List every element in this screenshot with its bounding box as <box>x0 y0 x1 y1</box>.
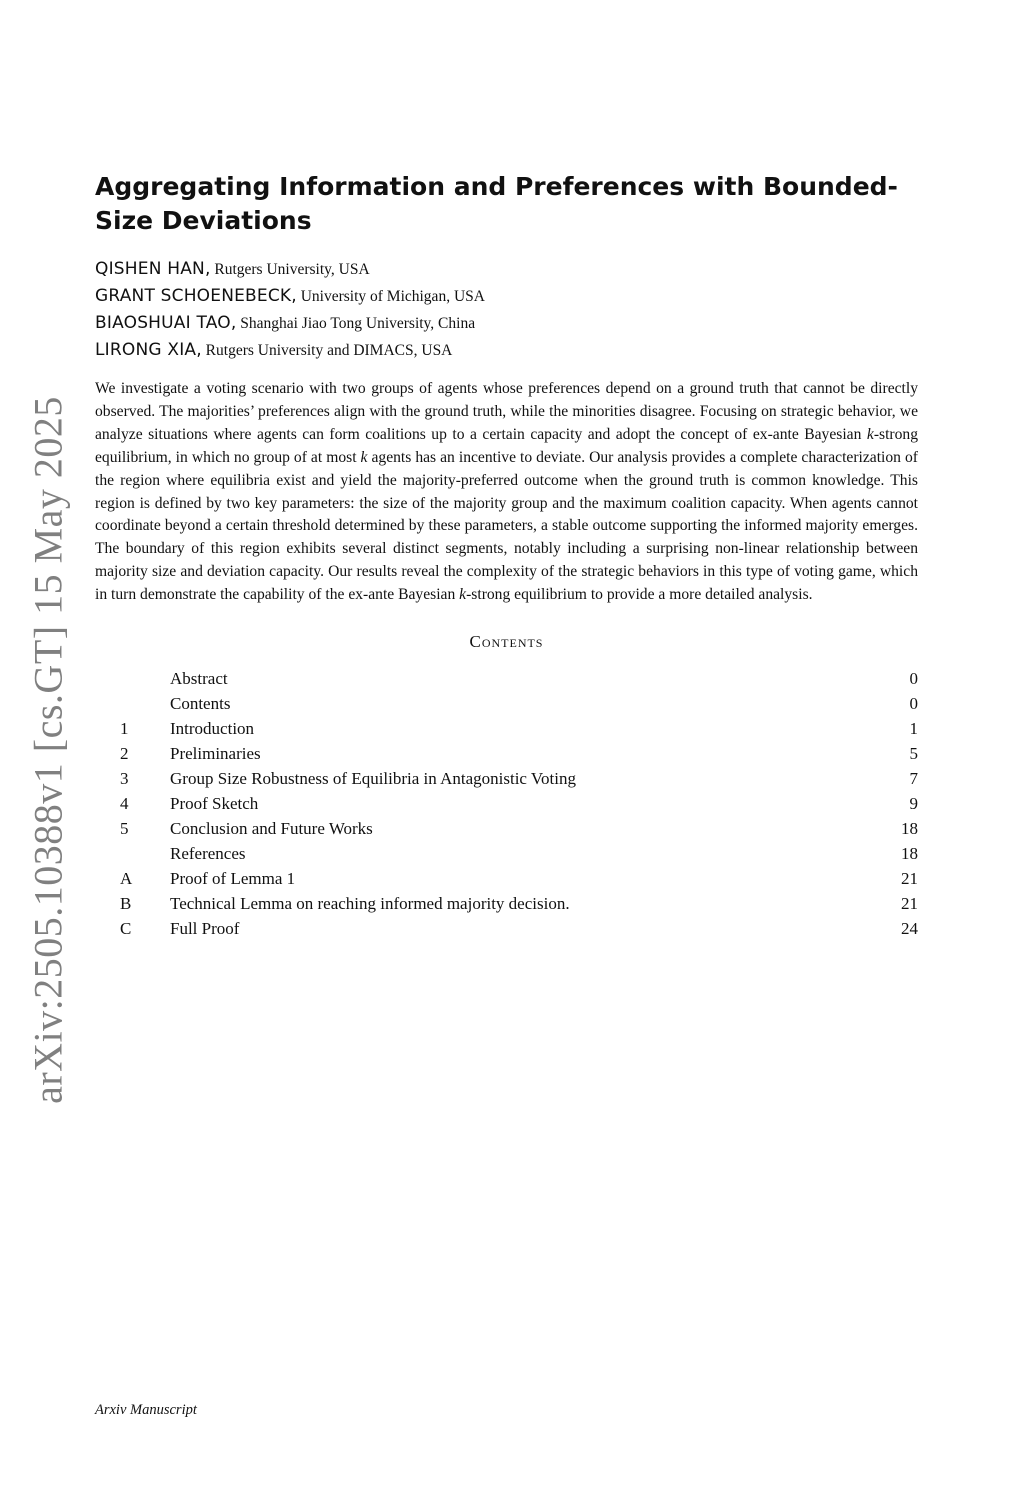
toc-entry-page: 0 <box>909 669 918 689</box>
author-name: LIRONG XIA <box>95 340 197 360</box>
toc-entry-number: A <box>120 869 133 889</box>
toc-entry[interactable] <box>120 816 918 841</box>
toc-entry-number: B <box>120 894 132 914</box>
toc-entry[interactable] <box>120 841 918 866</box>
toc-entry[interactable] <box>120 891 918 916</box>
author-name: GRANT SCHOENEBECK <box>95 286 292 306</box>
author-entry: BIAOSHUAI TAO, Shanghai Jiao Tong University, China <box>95 313 476 333</box>
toc-entry-title[interactable]: Proof of Lemma 1 <box>170 869 296 889</box>
toc-entry-number: 5 <box>120 819 129 839</box>
toc-entry-title[interactable]: Preliminaries <box>170 744 261 764</box>
toc-entry-title[interactable]: Contents <box>170 694 231 714</box>
toc-entry[interactable] <box>120 691 918 716</box>
arxiv-identifier: arXiv:2505.10388v1 [cs.GT] 15 May 2025 <box>25 396 71 1104</box>
author-affiliation: Shanghai Jiao Tong University, China <box>240 315 476 332</box>
toc-entry-page: 21 <box>901 869 918 889</box>
author-affiliation: Rutgers University, USA <box>214 261 370 278</box>
author-entry: QISHEN HAN, Rutgers University, USA <box>95 259 370 279</box>
toc-entry-page: 24 <box>901 919 918 939</box>
toc-entry-title[interactable]: Conclusion and Future Works <box>170 819 373 839</box>
toc-entry-number: C <box>120 919 132 939</box>
contents-heading: Contents <box>469 632 544 652</box>
author-affiliation: University of Michigan, USA <box>300 288 485 305</box>
toc-entry[interactable] <box>120 716 918 741</box>
author-name: QISHEN HAN <box>95 259 205 279</box>
toc-entry-page: 9 <box>909 794 918 814</box>
toc-entry[interactable] <box>120 791 918 816</box>
toc-entry-title[interactable]: Technical Lemma on reaching informed majority decision. <box>170 894 570 914</box>
toc-entry-number: 4 <box>120 794 129 814</box>
paper-first-page <box>95 170 918 941</box>
author-affiliation: Rutgers University and DIMACS, USA <box>205 342 453 359</box>
toc-entry-title[interactable]: Full Proof <box>170 919 240 939</box>
toc-entry-page: 18 <box>901 819 918 839</box>
toc-entry[interactable] <box>120 741 918 766</box>
table-of-contents <box>120 666 918 941</box>
arxiv-side-stamp <box>0 0 80 1500</box>
toc-entry-title[interactable]: Introduction <box>170 719 255 739</box>
paper-title: Aggregating Information and Preferences with Bounded-Size Deviations <box>95 172 898 235</box>
author-name: BIAOSHUAI TAO <box>95 313 231 333</box>
toc-entry-title[interactable]: Proof Sketch <box>170 794 259 814</box>
toc-entry-page: 7 <box>909 769 918 789</box>
toc-entry[interactable] <box>120 866 918 891</box>
toc-entry-page: 18 <box>901 844 918 864</box>
toc-entry-title[interactable]: Group Size Robustness of Equilibria in Antagonistic Voting <box>170 769 576 789</box>
page-footer: Arxiv Manuscript <box>95 1402 197 1418</box>
toc-entry-title[interactable]: References <box>170 844 246 864</box>
toc-entry-page: 0 <box>909 694 918 714</box>
author-list <box>95 256 918 364</box>
toc-entry-number: 3 <box>120 769 129 789</box>
author-entry: GRANT SCHOENEBECK, University of Michigan, USA <box>95 286 485 306</box>
toc-entry-number: 1 <box>120 719 129 739</box>
toc-entry[interactable] <box>120 666 918 691</box>
abstract-text: We investigate a voting scenario with two groups of agents whose preferences depend on a ground truth that cannot be directly observed. The majorities’ preferences align with the ground truth, while the minorities disagree. Focusing on strategic behavior, we analyze situations where agents can form coalitions up to a certain capacity and adopt the concept of ex-ante Bayesian k-strong equilibrium, in which no group of at most k agents has an incentive to deviate. Our analysis provides a complete characterization of the region where equilibria exist and yield the majority-preferred outcome when the ground truth is common knowledge. This region is defined by two key parameters: the size of the majority group and the maximum coalition capacity. When agents cannot coordinate beyond a certain threshold determined by these parameters, a stable outcome supporting the informed majority emerges. The boundary of this region exhibits several distinct segments, notably including a surprising non-linear relationship between majority size and deviation capacity. Our results reveal the complexity of the strategic behaviors in this type of voting game, which in turn demonstrate the capability of the ex-ante Bayesian k-strong equilibrium to provide a more detailed analysis. <box>95 380 918 604</box>
toc-entry-page: 1 <box>909 719 918 739</box>
toc-entry-page: 21 <box>901 894 918 914</box>
toc-entry-number: 2 <box>120 744 129 764</box>
toc-entry-page: 5 <box>909 744 918 764</box>
toc-entry[interactable] <box>120 766 918 791</box>
toc-entry[interactable] <box>120 916 918 941</box>
author-entry: LIRONG XIA, Rutgers University and DIMACS, USA <box>95 340 453 360</box>
toc-entry-title[interactable]: Abstract <box>170 669 228 689</box>
